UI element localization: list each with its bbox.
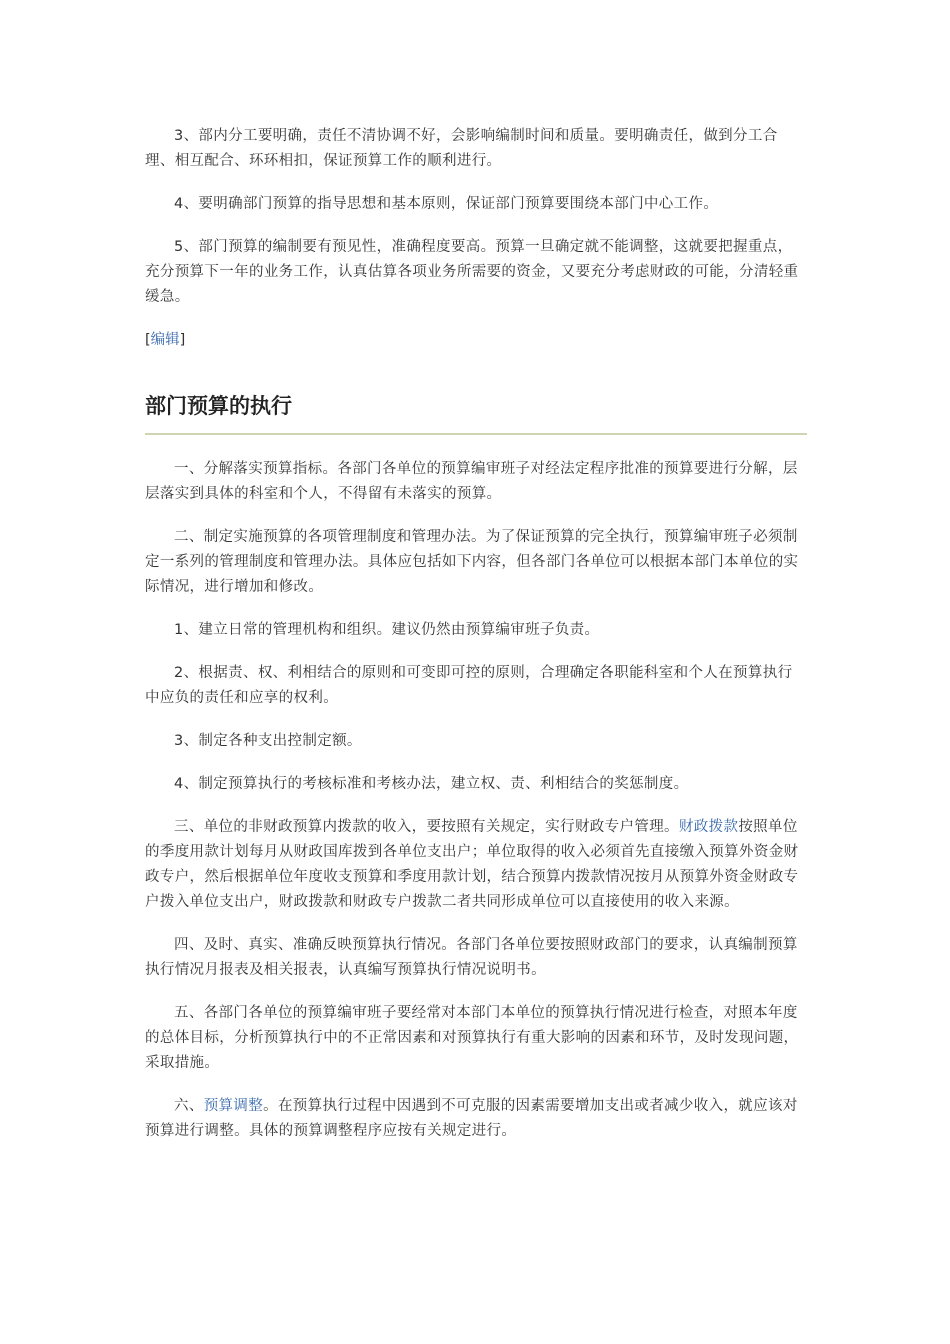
paragraph-item-4: 4、制定预算执行的考核标准和考核办法，建立权、责、利相结合的奖惩制度。: [174, 776, 689, 792]
paragraph-step-6: [145, 1094, 807, 1144]
paragraph-item-1: 1、建立日常的管理机构和组织。建议仍然由预算编审班子负责。: [174, 622, 600, 638]
paragraph-item-3: 3、制定各种支出控制定额。: [174, 733, 362, 749]
edit-bracket-close: ]: [179, 332, 186, 348]
paragraph-intro-4: 4、要明确部门预算的指导思想和基本原则，保证部门预算要围绕本部门中心工作。: [174, 196, 719, 212]
paragraph-step-4: 四、及时、真实、准确反映预算执行情况。各部门各单位要按照财政部门的要求，认真编制预算执行情况月报表及相关报表，认真编写预算执行情况说明书。: [145, 937, 798, 978]
paragraph-item-2: 2、根据责、权、利相结合的原则和可变即可控的原则，合理确定各职能科室和个人在预算执行中应负的责任和应享的权利。: [145, 665, 793, 706]
paragraph-intro-3: 3、部内分工要明确，责任不清协调不好，会影响编制时间和质量。要明确责任，做到分工合理、相互配合、环环相扣，保证预算工作的顺利进行。: [145, 128, 778, 169]
edit-link[interactable]: 编辑: [150, 332, 180, 348]
step-3-text-start: 三、单位的非财政预算内拨款的收入，要按照有关规定，实行财政专户管理。: [174, 819, 679, 835]
paragraph-intro-5: 5、部门预算的编制要有预见性，准确程度要高。预算一旦确定就不能调整，这就要把握重点，充分预算下一年的业务工作，认真估算各项业务所需要的资金，又要充分考虑财政的可能，分清轻重缓急。: [145, 239, 799, 305]
step-6-text-start: 六、: [174, 1098, 204, 1114]
budget-adjustment-link[interactable]: 预算调整: [203, 1098, 264, 1114]
section-heading: 部门预算的执行: [145, 389, 807, 435]
edit-section-link: [145, 328, 807, 353]
step-6-text-end: 。在预算执行过程中因遇到不可克服的因素需要增加支出或者减少收入，就应该对预算进行调整。具体的预算调整程序应按有关规定进行。: [145, 1098, 798, 1139]
paragraph-step-2: 二、制定实施预算的各项管理制度和管理办法。为了保证预算的完全执行，预算编审班子必须制定一系列的管理制度和管理办法。具体应包括如下内容，但各部门各单位可以根据本部门本单位的实际情况，进行增加和修改。: [145, 529, 799, 595]
paragraph-step-5: 五、各部门各单位的预算编审班子要经常对本部门本单位的预算执行情况进行检查，对照本年度的总体目标，分析预算执行中的不正常因素和对预算执行有重大影响的因素和环节，及时发现问题，采取措施。: [145, 1005, 799, 1071]
edit-bracket-open: [: [145, 332, 151, 348]
section-body: [145, 457, 807, 1144]
paragraph-step-3: [145, 815, 807, 915]
paragraph-step-1: 一、分解落实预算指标。各部门各单位的预算编审班子对经法定程序批准的预算要进行分解，层层落实到具体的科室和个人，不得留有未落实的预算。: [145, 461, 798, 502]
fiscal-appropriation-link[interactable]: 财政拨款: [678, 819, 739, 835]
article-content: [145, 124, 807, 1162]
step-3-text-end: 按照单位的季度用款计划每月从财政国库拨到各单位支出户；单位取得的收入必须首先直接缴入预算外资金财政专户，然后根据单位年度收支预算和季度用款计划，结合预算内拨款情况按月从预算外资金财政专户拨入单位支出户，财政拨款和财政专户拨款二者共同形成单位可以直接使用的收入来源。: [145, 819, 799, 910]
